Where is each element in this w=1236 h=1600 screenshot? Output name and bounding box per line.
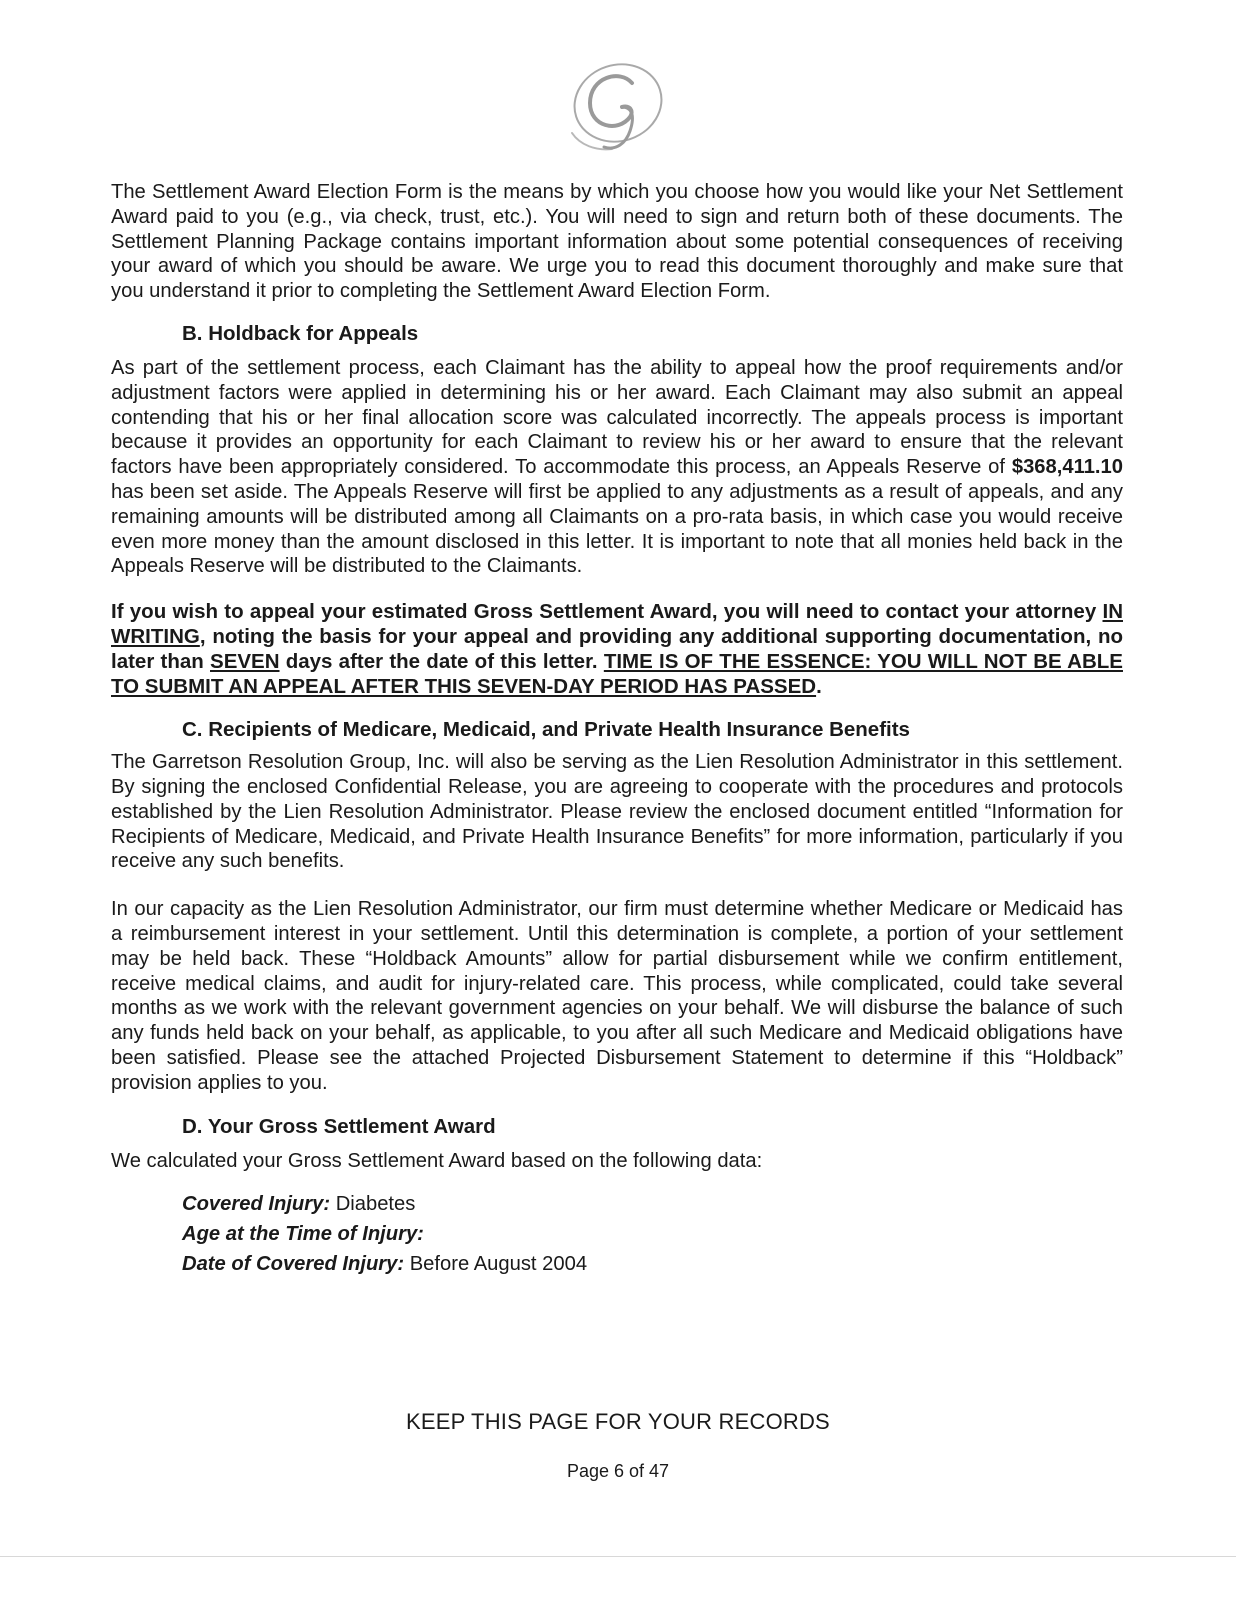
script-g-logo-icon: [560, 55, 675, 160]
award-data-list: [111, 1189, 1123, 1279]
notice-seven: SEVEN: [210, 650, 280, 674]
age-at-injury-label: Age at the Time of Injury:: [182, 1223, 424, 1246]
holdback-paragraph: In our capacity as the Lien Resolution Administrator, our firm must determine whether Medicare or Medicaid has a reimbursement interest in your settlement. Until this determination is complete, a portion of your settlement may be held back. These “Holdback Amounts” allow for partial disbursement while we confirm entitlement, receive medical claims, and audit for injury-related care. This process, while complicated, could take several months as we work with the relevant government agencies on your behalf. We will disburse the balance of such any funds held back on your behalf, as applicable, to you after all such Medicare and Medicaid obligations have been satisfied. Please see the attached Projected Disbursement Statement to determine if this “Holdback” provision applies to you.: [111, 898, 1123, 1094]
letter-body: [111, 180, 1123, 1279]
notice-time-essence: TIME IS OF THE ESSENCE: YOU WILL NOT BE ABLE TO SUBMIT AN APPEAL AFTER THIS SEVEN-DAY PERIOD HAS PASSED: [111, 650, 1123, 699]
covered-injury-value: Diabetes: [335, 1193, 416, 1216]
covered-injury-label: Covered Injury:: [182, 1193, 331, 1216]
notice-text-part2: , noting the basis for your appeal and providing any additional supporting documentation, no later than: [111, 625, 1123, 674]
notice-in-writing: IN WRITING: [111, 600, 1123, 649]
page-number: Page 6 of 47: [566, 1461, 670, 1481]
section-d-heading: D. Your Gross Settlement Award: [182, 1114, 496, 1138]
gross-award-intro: We calculated your Gross Settlement Award based on the following data:: [111, 1149, 763, 1172]
covered-injury-line: [182, 1189, 1123, 1219]
date-of-injury-value: Before August 2004: [409, 1253, 588, 1276]
appeals-reserve-amount: $368,411.10: [1011, 456, 1123, 479]
appeals-text-part2: has been set aside. The Appeals Reserve will first be applied to any adjustments as a result of appeals, and any remaining amounts will be distributed among all Claimants on a pro-rata basis, in which case you would receive even more money than the amount disclosed in this letter. It is important to note that all monies held back in the Appeals Reserve will be distributed to the Claimants.: [111, 480, 1123, 578]
appeals-text-part1: As part of the settlement process, each Claimant has the ability to appeal how the proof requirements and/or adjustment factors were applied in determining his or her award. Each Claimant may also submit an appeal contending that his or her final allocation score was calculated incorrectly. The appeals process is important because it provides an opportunity for each Claimant to review his or her award to ensure that the relevant factors have been appropriately considered. To accommodate this process, an Appeals Reserve of: [111, 356, 1123, 479]
page-bottom-edge: [0, 1556, 1236, 1557]
appeal-deadline-notice: [111, 599, 1123, 699]
section-b-heading: B. Holdback for Appeals: [182, 321, 419, 345]
notice-text-part3: days after the date of this letter.: [279, 650, 604, 674]
notice-text-part1: If you wish to appeal your estimated Gross Settlement Award, you will need to contact your attorney: [111, 600, 1103, 624]
section-c-heading: C. Recipients of Medicare, Medicaid, and Private Health Insurance Benefits: [182, 718, 910, 742]
keep-records-notice: KEEP THIS PAGE FOR YOUR RECORDS: [406, 1409, 830, 1434]
date-of-injury-label: Date of Covered Injury:: [182, 1253, 405, 1276]
lien-administrator-paragraph: The Garretson Resolution Group, Inc. will also be serving as the Lien Resolution Administrator in this settlement. By signing the enclosed Confidential Release, you are agreeing to cooperate with the procedures and protocols established by the Lien Resolution Administrator. Please review the enclosed document entitled “Information for Recipients of Medicare, Medicaid, and Private Health Insurance Benefits” for more information, particularly if you receive any such benefits.: [111, 751, 1123, 873]
appeals-paragraph: [111, 356, 1123, 579]
notice-end: .: [816, 675, 822, 699]
age-at-injury-line: [182, 1219, 1123, 1249]
date-of-injury-line: [182, 1249, 1123, 1279]
intro-paragraph: The Settlement Award Election Form is the means by which you choose how you would like your Net Settlement Award paid to you (e.g., via check, trust, etc.). You will need to sign and return both of these documents. The Settlement Planning Package contains important information about some potential consequences of receiving your award of which you should be aware. We urge you to read this document thoroughly and make sure that you understand it prior to completing the Settlement Award Election Form.: [111, 181, 1123, 303]
